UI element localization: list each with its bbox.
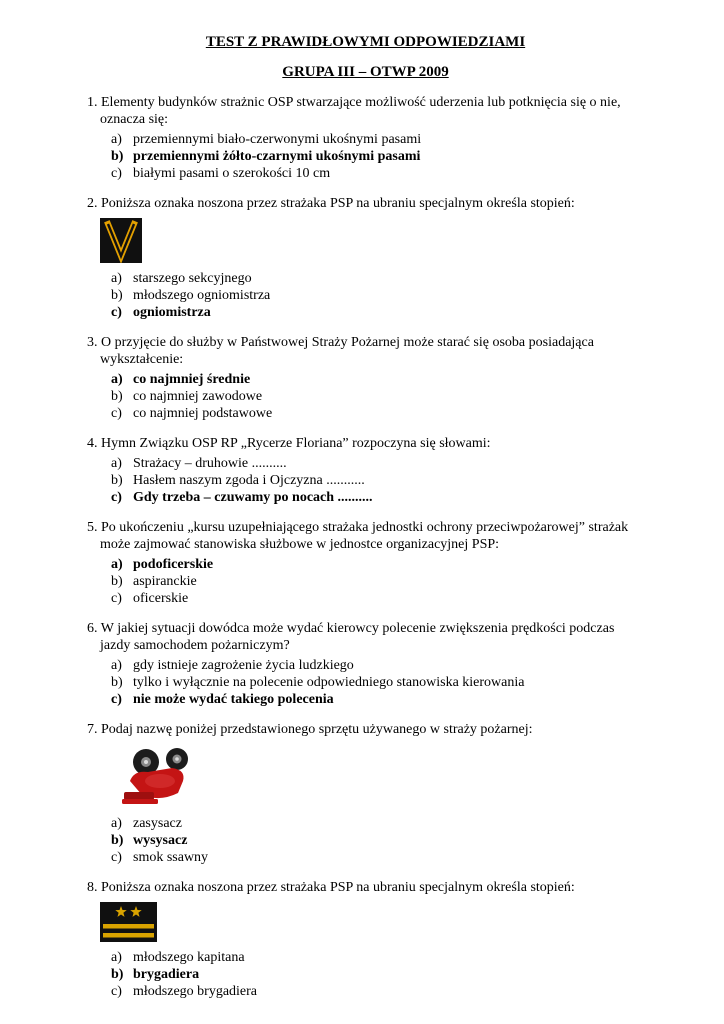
- question-number: 7.: [87, 722, 98, 737]
- option-label: a): [111, 132, 122, 147]
- option-label: c): [111, 591, 122, 606]
- options-list: [111, 949, 644, 1000]
- option-label: b): [111, 288, 123, 303]
- option-row: [111, 287, 644, 304]
- option-text: tylko i wyłącznie na polecenie odpowiedniego stanowiska kierowania: [133, 675, 525, 690]
- option-label: a): [111, 557, 123, 572]
- option-text: gdy istnieje zagrożenie życia ludzkiego: [133, 658, 354, 673]
- option-row: [111, 815, 644, 832]
- option-label: a): [111, 658, 122, 673]
- option-label: c): [111, 490, 122, 505]
- question-text: [87, 879, 644, 896]
- option-row: [111, 966, 644, 983]
- option-label: c): [111, 692, 122, 707]
- question-text: [87, 334, 644, 368]
- option-text: Strażacy – druhowie ..........: [133, 456, 287, 471]
- option-label: b): [111, 473, 123, 488]
- question-number: 1.: [87, 95, 98, 110]
- option-row: [111, 371, 644, 388]
- option-label: b): [111, 967, 124, 982]
- question-5: [87, 519, 644, 607]
- question-body: Poniższa oznaka noszona przez strażaka PSP na ubraniu specjalnym określa stopień:: [101, 880, 575, 895]
- option-text: oficerskie: [133, 591, 189, 606]
- option-label: b): [111, 389, 123, 404]
- page-subtitle: GRUPA III – OTWP 2009: [282, 64, 449, 80]
- option-label: c): [111, 406, 122, 421]
- option-text: przemiennymi żółto-czarnymi ukośnymi pasami: [133, 149, 421, 164]
- option-text: co najmniej zawodowe: [133, 389, 263, 404]
- option-label: a): [111, 456, 122, 471]
- rank-insignia-v-image: [100, 218, 644, 263]
- question-text: [87, 94, 644, 128]
- option-row: [111, 657, 644, 674]
- option-label: c): [111, 166, 122, 181]
- question-6: [87, 620, 644, 708]
- question-text: [87, 435, 644, 452]
- option-label: b): [111, 833, 124, 848]
- option-text: starszego sekcyjnego: [133, 271, 252, 286]
- question-number: 6.: [87, 621, 98, 636]
- option-row: [111, 489, 644, 506]
- option-text: Hasłem naszym zgoda i Ojczyzna ...........: [133, 473, 365, 488]
- page-title: TEST Z PRAWIDŁOWYMI ODPOWIEDZIAMI: [205, 34, 526, 50]
- question-body: Poniższa oznaka noszona przez strażaka PSP na ubraniu specjalnym określa stopień:: [101, 196, 575, 211]
- option-row: [111, 590, 644, 607]
- option-text: młodszego brygadiera: [133, 984, 258, 999]
- option-row: [111, 131, 644, 148]
- option-text: podoficerskie: [133, 557, 214, 572]
- option-row: [111, 949, 644, 966]
- option-label: a): [111, 816, 122, 831]
- option-text: ogniomistrza: [133, 305, 211, 320]
- question-text: [87, 721, 644, 738]
- question-number: 2.: [87, 196, 98, 211]
- option-text: młodszego kapitana: [133, 950, 245, 965]
- smoke-ejector-icon: [120, 747, 194, 805]
- option-row: [111, 270, 644, 287]
- option-row: [111, 304, 644, 321]
- question-text: [87, 519, 644, 553]
- question-number: 5.: [87, 520, 98, 535]
- options-list: [111, 455, 644, 506]
- option-row: [111, 691, 644, 708]
- option-row: [111, 832, 644, 849]
- option-text: co najmniej średnie: [133, 372, 251, 387]
- smoke-ejector-image: [120, 747, 644, 805]
- question-4: [87, 435, 644, 506]
- option-text: zasysacz: [133, 816, 182, 831]
- option-row: [111, 148, 644, 165]
- options-list: [111, 131, 644, 182]
- question-body: Po ukończeniu „kursu uzupełniającego strażaka jednostki ochrony przeciwpożarowej” strażak może zajmować stanowiska służbowe w jednostce organizacyjnej PSP:: [100, 520, 629, 552]
- option-row: [111, 849, 644, 866]
- option-text: aspiranckie: [133, 574, 197, 589]
- option-row: [111, 983, 644, 1000]
- rank-stars-bars-icon: [100, 902, 157, 942]
- option-text: wysysacz: [133, 833, 188, 848]
- option-row: [111, 405, 644, 422]
- rank-chevron-v-icon: [100, 218, 142, 263]
- question-number: 8.: [87, 880, 98, 895]
- question-body: Podaj nazwę poniżej przedstawionego sprzętu używanego w straży pożarnej:: [101, 722, 533, 737]
- option-text: przemiennymi biało-czerwonymi ukośnymi pasami: [133, 132, 422, 147]
- option-text: białymi pasami o szerokości 10 cm: [133, 166, 331, 181]
- option-row: [111, 556, 644, 573]
- question-7: [87, 721, 644, 866]
- option-label: b): [111, 675, 123, 690]
- question-1: [87, 94, 644, 182]
- question-2: [87, 195, 644, 321]
- option-row: [111, 573, 644, 590]
- option-text: smok ssawny: [133, 850, 209, 865]
- option-label: b): [111, 574, 123, 589]
- options-list: [111, 371, 644, 422]
- question-number: 3.: [87, 335, 98, 350]
- option-row: [111, 472, 644, 489]
- option-row: [111, 165, 644, 182]
- question-3: [87, 334, 644, 422]
- option-text: brygadiera: [133, 967, 200, 982]
- option-label: a): [111, 271, 122, 286]
- option-label: c): [111, 850, 122, 865]
- question-body: Elementy budynków strażnic OSP stwarzające możliwość uderzenia lub potknięcia się o nie, oznacza się:: [100, 95, 621, 127]
- options-list: [111, 270, 644, 321]
- rank-insignia-stars-image: [100, 902, 644, 942]
- options-list: [111, 657, 644, 708]
- option-label: c): [111, 984, 122, 999]
- option-row: [111, 455, 644, 472]
- question-body: Hymn Związku OSP RP „Rycerze Floriana” rozpoczyna się słowami:: [101, 436, 491, 451]
- question-8: [87, 879, 644, 1000]
- option-label: a): [111, 372, 123, 387]
- question-body: O przyjęcie do służby w Państwowej Straży Pożarnej może starać się osoba posiadająca wykształcenie:: [100, 335, 594, 367]
- options-list: [111, 556, 644, 607]
- option-row: [111, 388, 644, 405]
- options-list: [111, 815, 644, 866]
- question-text: [87, 620, 644, 654]
- option-label: c): [111, 305, 122, 320]
- option-text: Gdy trzeba – czuwamy po nocach ..........: [133, 490, 373, 505]
- option-text: młodszego ogniomistrza: [133, 288, 271, 303]
- question-text: [87, 195, 644, 212]
- option-text: nie może wydać takiego polecenia: [133, 692, 334, 707]
- option-label: b): [111, 149, 124, 164]
- question-body: W jakiej sytuacji dowódca może wydać kierowcy polecenie zwiększenia prędkości podczas jazdy samochodem pożarniczym?: [100, 621, 615, 653]
- option-label: a): [111, 950, 122, 965]
- question-number: 4.: [87, 436, 98, 451]
- option-row: [111, 674, 644, 691]
- option-text: co najmniej podstawowe: [133, 406, 273, 421]
